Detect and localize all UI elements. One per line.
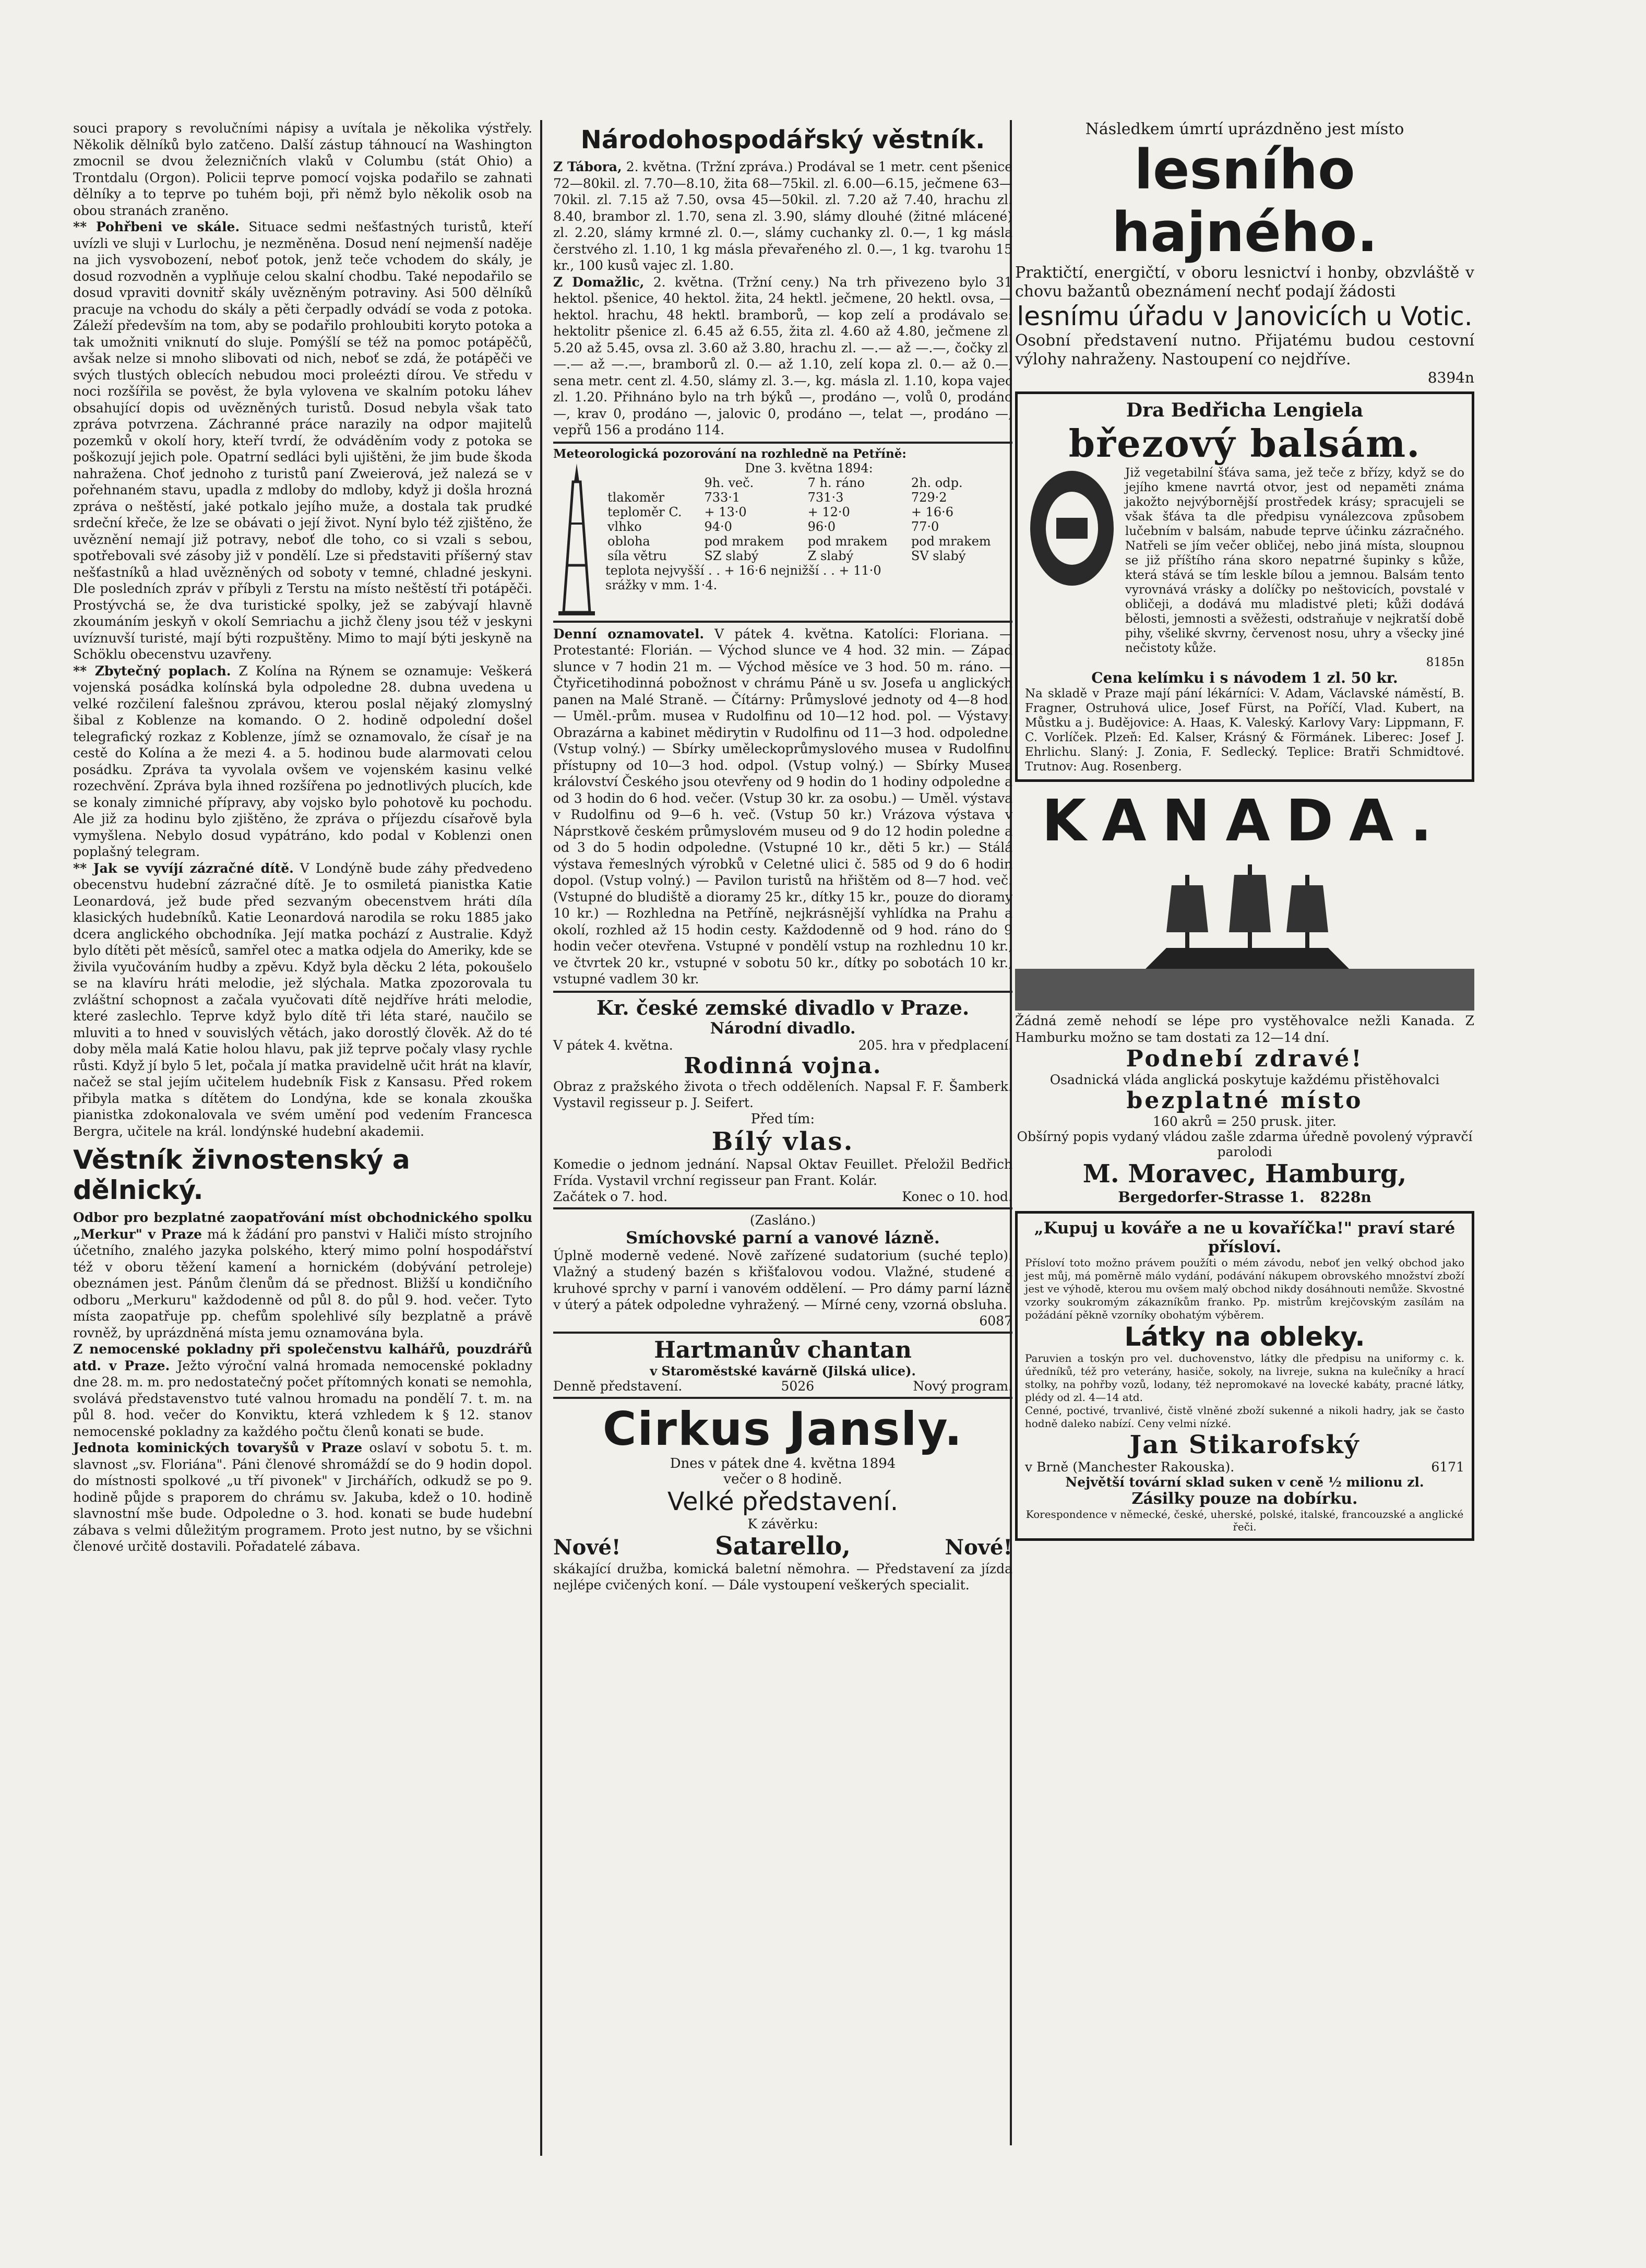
article-paragraph — [73, 1341, 532, 1440]
ad-canada-text: Žádná země nehodí se lépe pro vystěhovalce nežli Kanada. Z Hamburku možno se tam dostati za 12—14 dní. — [1015, 1013, 1474, 1045]
ad-canada-address — [1015, 1189, 1474, 1206]
divider — [553, 1397, 1012, 1399]
meteo-rain: srážky v mm. 1·4. — [605, 577, 718, 592]
section-title: Věstník živnostenský a dělnický. — [73, 1145, 410, 1205]
table-header-row — [605, 476, 1012, 490]
table-cell: 96·0 — [807, 519, 836, 534]
ad-forester-more: Osobní představení nutno. Přijatému budou cestovní výlohy nahraženy. Nastoupení co nejdříve. — [1015, 331, 1474, 369]
play-title: Bílý vlas. — [711, 1126, 854, 1156]
divider — [553, 1207, 1012, 1209]
ad-canada-free: bezplatné místo — [1126, 1087, 1363, 1114]
ad-balsam — [1015, 391, 1474, 782]
ad-cloth-city: v Brně (Manchester Rakouska). — [1025, 1459, 1235, 1475]
column-middle — [553, 120, 1012, 1594]
article-paragraph: souci prapory s revolučními nápisy a uvítala je několika výstřely. Několik dělníků bylo zatčeno. Další zástup táhnoucí na Washington zmocnil se dvou železničních vlaků v Columbu (stát Ohio) a Trontdalu (Orgon). Policii teprve pomocí vojska podařilo se zahnati dělníky a to teprve po tuhém boji, při němž bylo několik osob na obou stranách zraněno. — [73, 121, 532, 218]
ad-cloth — [1015, 1211, 1474, 1541]
circus-time: večer o 8 hodině. — [723, 1471, 842, 1487]
column-rule — [540, 120, 542, 2156]
chantan-number: 5026 — [781, 1378, 815, 1394]
table-cell: + 12·0 — [807, 504, 850, 519]
new-label: Nové! — [945, 1535, 1012, 1560]
ad-cloth-firm: Jan Stikarofský — [1129, 1430, 1360, 1459]
article-paragraph — [73, 860, 532, 1140]
article-paragraph — [73, 663, 532, 860]
chantan-program: Nový program. — [913, 1378, 1012, 1394]
ad-forester-title: lesního hajného. — [1112, 138, 1378, 264]
table-cell: obloha — [607, 533, 650, 549]
before-label: Před tím: — [750, 1111, 815, 1127]
play-description: Komedie o jednom jednání. Napsal Oktav Feuillet. Přeložil Bedřich Frída. Vystavil vrchní regisseur pan Frant. Kolár. — [553, 1156, 1012, 1188]
article-lead: ** Jak se vyvíjí zázračné dítě. — [73, 860, 294, 876]
meteo-date: Dne 3. května 1894: — [745, 460, 873, 476]
end-time: Konec o 10. hod. — [902, 1189, 1012, 1204]
table-row — [605, 519, 1012, 534]
ad-balsam-title: březový balsám. — [1068, 421, 1421, 466]
ad-cloth-quote: „Kupuj u kováře a ne u kovaříčka!" praví staré přísloví. — [1034, 1219, 1456, 1256]
table-cell: vlhko — [607, 519, 642, 534]
table-row — [605, 490, 1012, 505]
table-cell: 729·2 — [911, 490, 947, 505]
article-lead: Jednota kominických tovaryšů v Praze — [73, 1440, 363, 1455]
divider — [553, 621, 1012, 623]
ad-balsam-text: Již vegetabilní šťáva sama, jež teče z břízy, když se do jejího kmene navrtá otvor, jest od nepaměti známa jakožto nejvýbornější prostředek krásy; spracujeli se však šťáva ta dle předpisu vynálezcova způsobem lučebním v balsám, nabude teprve účinku zázračného. Natřeli se jím večer obličej, nebo jiná místa, sloupnou se již příštího rána skoro nepatrné šupinky s kůže, která stává se tím leskle bílou a jemnou. Balsám tento vyrovnává vrásky a dolíčky po neštovicích, povstalé v obličeji, a dodává mu mladistvé pleti; kůži dodává bělosti, jemnosti a svěžesti, odstraňuje v nejkratší době pihy, všeliké skvrny, červenost nosu, uhry a všecky jiné nečistoty kůže. — [1125, 466, 1464, 655]
ad-cloth-title: Látky na obleky. — [1124, 1322, 1365, 1352]
theatre-date: V pátek 4. května. — [553, 1037, 673, 1053]
ad-forester-number: 8394n — [1427, 369, 1474, 386]
table-cell: pod mrakem — [911, 533, 991, 549]
daily-announcer — [553, 626, 1012, 988]
article-lead: Denní oznamovatel. — [553, 626, 705, 642]
circus-title: Cirkus Jansly. — [602, 1402, 963, 1456]
table-cell: 733·1 — [704, 490, 741, 505]
ad-canada-gov: Osadnická vláda anglická poskytuje každému přistěhovalci — [1049, 1072, 1440, 1087]
ad-canada — [1015, 787, 1474, 1206]
article-body: Ježto výroční valná hromada nemocenské pokladny dne 28. m. m. pro nedostatečný počet přítomných konati se nemohla, svolává představenstvo tuté valnou hromadu na pondělí 7. t. m. na půl 8. hod. večer do Konviktu, která vzhledem k § 12. stanov nemocenské pokladny za každého počtu členů konati se bude. — [73, 1358, 533, 1439]
article-body: má k žádání pro panstvi v Haliči místo strojního účetního, znalého jazyka polského, který mimo polní hospodářství též v oboru těžení kamení a hornickém (dobývání petroleje) obeznámen jest. Pánům členům dá se přednost. Bližší u kondičního odboru „Merkuru" každodenně od půl 8. do půl 9. hod. večer. Tyto místa zaopatřuje pp. chefům spolehlivé síly bezplatně a právě rovněž, by uprázdněná místa jemu oznamována byla. — [73, 1226, 532, 1340]
petrin-tower-icon — [553, 461, 600, 618]
article-body: V Londýně bude záhy předvedeno obecenstvu hudební zázračné dítě. Je to osmiletá pianistka Katie Leonardová, jež bude před sezvaným obecenstvem hráti díla klasických hudebníků. Katie Leonardová narodila se roku 1885 jako dcera anglického obchodníka. Její matka pochází z Australie. Když bylo dítěti pět měsíců, samřel otec a matka odjela do Ameriky, kde se živila vyučováním hudby a zpěvu. Když byla děcku 2 léta, pokoušelo se na klavíru hráti melodie, jež slýchala. Matka zpozorovala tu zvláštní schopnost a začala vyučovati dítě nejdříve hráti melodie, které zaslechlo. Teprve když bylo dítě tři léta staré, naučilo se mluviti a to hned v souvislých větách, jako dorostlý člověk. Až do té doby měla malá Katie holou hlavu, pak již teprve počaly vlasy rychle růsti. Když jí bylo 5 let, počala jí matka pravidelně učit hrát na klavír, načež se stal jejím učitelem hudebník Fisk z Kansasu. Před rokem přibyla matka s dítětem do Londýna, kde se konala zkouška pianistka zdokonalovala ve svém umění pod vedením Francesca Bergra, učitele na král. londýnské hudební akademii. — [73, 860, 532, 1139]
article-lead: Z nemocenské pokladny při společenstvu kalhářů, pouzdrářů atd. v Praze. — [73, 1341, 532, 1373]
baths-number: 6087 — [979, 1313, 1012, 1328]
chantan-daily: Denně představení. — [553, 1378, 683, 1394]
play-description: Obraz z pražského života o třech odděleních. Napsal F. F. Šamberk. Vystavil regisseur p. J. Seifert. — [553, 1078, 1012, 1110]
ad-canada-number: 8228n — [1320, 1189, 1371, 1206]
ad-balsam-price: Cena kelímku i s návodem 1 zl. 50 kr. — [1091, 669, 1398, 686]
article-body: 2. května. (Tržní zpráva.) Prodával se 1 metr. cent pšenice 72—80kil. zl. 7.70—8.10, žita 68—75kil. zl. 6.00—6.15, ječmene 63—70kil. zl. 7.15 až 7.50, ovsa 45—50kil. zl. 7.20 až 7.40, hrachu zl. 8.40, brambor zl. 1.70, sena zl. 3.90, slámy dlouhé (žitné mlácené) zl. 2.20, slámy krmné zl. 0.—, slámy cuchanky zl. 0.—, 1 kg másla čerstvého zl. 1.10, 1 kg másla převařeného zl. 0.—, 1 kg. tvarohu 15 kr., 100 kusů vajec zl. 1.80. — [553, 159, 1013, 273]
meteo-temperature: teplota nejvyšší . . + 16·6 nejnižší . . + 11·0 — [605, 563, 881, 578]
table-cell: pod mrakem — [807, 533, 888, 549]
ad-cloth-note: Cenné, poctivé, trvanlivé, čistě vlněné zboží sukenné a nikoli hadry, jak se často hodně daleko nabízí. Ceny velmi nízké. — [1025, 1404, 1464, 1430]
article-lead: ** Zbytečný poplach. — [73, 663, 231, 679]
article-lead: Odbor pro bezplatné zaopatřování míst obchodnického spolku „Merkur" v Praze — [73, 1210, 532, 1242]
table-header: 2h. odp. — [911, 475, 963, 490]
meteo-title: Meteorologická pozorování na rozhledně na Petříně: — [553, 446, 907, 461]
ad-cloth-number: 6171 — [1431, 1459, 1464, 1475]
ad-cloth-cod: Zásilky pouze na dobírku. — [1131, 1490, 1358, 1508]
ad-canada-street: Bergedorfer-Strasse 1. — [1118, 1189, 1305, 1206]
table-header — [605, 476, 702, 490]
start-time: Začátek o 7. hod. — [553, 1189, 668, 1204]
article-body: Z Kolína na Rýnem se oznamuje: Veškerá vojenská posádka kolínská byla odpoledne 28. dubna uvedena u velké rozčilení falešnou zprávou, kterou poslal nějaký zlomyslný šibal z Koblenze na komando. O 2. hodině odpolední došel telegrafický rozkaz z Koblenze, jímž se oznamovalo, že císař je na cestě do Kolína a že mezi 4. a 5. hodinou bude alarmovati celou posádku. Zpráva ta vyvolala ovšem ve vojenském kasinu velké rozechvění. Zpráva byla ihned rozšířena po jednotlivých plucích, kde se konaly zimniché přípravy, aby vojsko bylo pohotově ku pochodu. Ale již za hodinu bylo zjištěno, že zpráva o příjezdu císařově byla vymyšlena. Nebylo dosud vypátráno, kdo podal v Koblenzi onen poplašný telegram. — [73, 663, 532, 859]
table-header: 7 h. ráno — [807, 475, 865, 490]
chantan-line — [553, 1379, 1012, 1394]
table-cell: tlakoměr — [607, 490, 665, 505]
theatre-number: 205. hra v předplacení. — [858, 1037, 1012, 1053]
ad-cloth-text: Přísloví toto možno právem použíti o mém závodu, neboť jen velký obchod jako jest můj, má poměrně málo vydání, podávání nákupem obrovského množství zboží jest ve výhodě, kterou mu ovšem malý obchod nikdy dosáhnouti nemůže. Skvostné vzorky soukromým zákazníkům franko. Pp. mistrům krejčovským zasílám na požádání pěkně vzorníky obohatým výběrem. — [1025, 1256, 1464, 1321]
circus-closing-label: K závěrku: — [747, 1516, 818, 1531]
ad-forester-office: lesnímu úřadu v Janovicích u Votic. — [1017, 301, 1473, 331]
table-cell: 94·0 — [704, 519, 732, 534]
ad-balsam-stock: Na skladě v Praze mají pání lékárníci: V. Adam, Václavské náměstí, B. Fragner, Ostruhová ulice, Josef Fürst, na Poříčí, Vlad. Kubert, na Můstku a j. Budějovice: A. Haas, K. Valeský. Karlovy Vary: Lippmann, F. C. Vorlíček. Plzeň: Ed. Kalser, Krásný & Förmánek. Liberec: Josef J. Ehrlichu. Slaný: J. Zonia, F. Sedlecký. Teplice: Bratři Schmidtové. Trutnov: Aug. Rosenberg. — [1025, 687, 1464, 774]
meteo-table — [605, 476, 1012, 563]
table-cell: teploměr C. — [607, 504, 682, 519]
article-paragraph — [73, 219, 532, 663]
circus-date: Dnes v pátek dne 4. května 1894 — [670, 1455, 896, 1471]
steamship-icon — [1015, 854, 1474, 1011]
article-body: oslaví v sobotu 5. t. m. slavnost „sv. Floriána". Páni členové shromáždí se do 9 hodin dopol. do místnosti spolkové „u tří pivonek" v Jirchářích, odkudž se po 9. hodině půjde s praporem do chrámu sv. Jakuba, kdež o 10. hodině slavnostní mše bude. Odpoledne o 3. hod. konati se bude hudební zábava s velmi důležitým programem. Proto jest nutno, by se všichni členové určitě dostavili. Pořadatelé zábava. — [73, 1440, 532, 1554]
satarello-title: Satarello, — [714, 1531, 851, 1561]
ad-canada-firm: M. Moravec, Hamburg, — [1082, 1159, 1407, 1189]
table-cell: + 16·6 — [911, 504, 953, 519]
ad-forester-text: Praktičtí, energičtí, v oboru lesnictví i honby, obzvláště v chovu bažantů obeznámení nechť podají žádosti — [1015, 264, 1474, 301]
ad-canada-acres: 160 akrů = 250 prusk. jiter. — [1153, 1114, 1337, 1129]
ad-balsam-number: 8185n — [1426, 656, 1464, 669]
new-label: Nové! — [553, 1535, 621, 1560]
theatre-info — [553, 1038, 1012, 1053]
article-lead: Z Tábora, — [553, 159, 622, 174]
ad-cloth-corr: Korespondence v německé, české, uherské, polské, italské, francouzské a anglické řeči. — [1025, 1508, 1464, 1533]
ad-forester-top: Následkem úmrtí uprázdněno jest místo — [1085, 120, 1404, 138]
play-title: Rodinná vojna. — [684, 1052, 882, 1078]
baths-title: Smíchovské parní a vanové lázně. — [626, 1227, 940, 1248]
table-cell: pod mrakem — [704, 533, 784, 549]
ad-cloth-warehouse: Největší tovární sklad suken v ceně ½ milionu zl. — [1065, 1475, 1424, 1490]
table-cell: + 13·0 — [704, 504, 747, 519]
article-body: Situace sedmi nešťastných turistů, kteří uvízli ve sluji v Lurlochu, je nezměněna. Dosud není nejmenší naděje na jich vysvobození, neboť potok, jenž teče vchodem do skály, je dosud rozvodněn a vyplňuje celou skalní chodbu. Také nepodařilo se dosud vpraviti dovnitř skály uvězněným potraviny. Asi 500 dělníků pracuje na vchodu do skály a pěti čerpadly odvádí se voda z potoka. Záleží především na tom, aby se podařilo prohloubiti koryto potoka a tak umožniti vniknutí do sluje. Pomýšlí se též na pomoc potápěčů, avšak nelze si mnoho slibovati od nich, neboť se zdá, že potápěči ve svých tlustých oblecích nebudou moci proleézti dírou. Ve středu v noci rozšířila se pověst, že byla vylovena ve skalním potoku láhev obsahující dopis od uvězněných turistů. Dosud nebyla však tato zpráva potvrzena. Záchranné práce narazily na odpor majitelů pozemků v okolí hory, kteří tvrdí, že odváděním vody z potoka se poškozují jejich pole. Opatrní sedláci byli ujištěni, že jim bude škoda nahražena. Choť jednoho z turistů paní Zweierová, jež nalezá se v pořehnaném stavu, upadla z mdloby do mdloby, když ji došla hrozná zpráva o neštěstí, jaké potkalo jejího muže, a dostala tak prudké srdeční křeče, že lze se obávati o její život. Nyní bylo též zjištěno, že uvěznění nemají již potravy, neboť dle toho, co si vzali s sebou, spotřebovali své zásoby již v pondělí. Lze si představiti příšerný stav nešťastníků a hlad uvězněných od soboty v temné, chladné jeskyni. Dle posledních zpráv v příbyli z Terstu na místo neštěstí tři potápěči. Prostývchá se, že dva turistické spolky, jež se zabývají hlavně zkoumáním jeskyň v okolí Semriachu a jichž členy jsou též v jeskyni uvíznuvší turisté, mají býti rozpuštěny. Mimo to mají býti jeskyně na Schöklu obecenstvu uzavřeny. — [73, 219, 532, 662]
section-title: Národohospodářský věstník. — [580, 125, 985, 155]
table-row — [605, 534, 1012, 549]
divider — [553, 1332, 1012, 1334]
play-times — [553, 1189, 1012, 1204]
theatre-title: Kr. české zemské divadlo v Praze. — [596, 995, 970, 1019]
ad-canada-title: KANADA. — [1042, 787, 1448, 854]
column-left — [73, 120, 532, 1555]
ad-canada-climate: Podnebí zdravé! — [1126, 1046, 1364, 1072]
zaslano-label: (Zasláno.) — [749, 1212, 816, 1228]
satarello-description: skákající družba, komická baletní němohra. — Představení za jízda nejlépe cvičených koní. — Dále vystoupení veškerých specialit. — [553, 1561, 1012, 1593]
table-cell: Z slabý — [807, 548, 854, 563]
article-body: 2. května. (Tržní ceny.) Na trh přivezeno bylo 31 hektol. pšenice, 40 hektol. žita, 24 hektl. ječmene, 20 hektl. ovsa, — hektol. hrachu, 48 hektl. bramborů, — kop zelí a prodávalo se: hektolitr pšenice zl. 6.45 až 6.55, žita zl. 4.60 až 4.80, ječmene zl. 5.20 až 5.45, ovsa zl. 3.60 až 3.80, hrachu zl. —.— až —.—, čočky zl. —.— až —.—, bramborů zl. 0.— až 1.10, zelí kopa zl. 0.— až 0.—, sena metr. cent zl. 4.50, slámy zl. 3.—, kg. másla zl. 1.10, kopa vajec zl. 1.20. Přihnáno bylo na trh býků —, prodáno —, volů 0, prodáno —, krav 0, prodáno —, jalovic 0, prodáno —, telat —, prodáno —, vepřů 156 a prodáno 114. — [553, 274, 1012, 437]
divider — [553, 442, 1012, 444]
theatre-subtitle: Národní divadlo. — [710, 1019, 856, 1038]
column-right — [1015, 120, 1474, 1546]
chantan-title: Hartmanův chantan — [654, 1336, 912, 1363]
divider — [553, 991, 1012, 993]
meteo-block — [553, 461, 1012, 618]
table-cell: SV slabý — [911, 548, 966, 563]
baths-text: Úplně moderně vedené. Nově zařízené sudatorium (suché teplo). Vlažný a studený bazén s křišťalovou vodou. Vlažné, studené a kruhové sprchy v parní i vanovém oddělení. — Pro dámy parní lázně v úterý a pátek odpoledne vyhražený. — Mírné ceny, vzorná obsluha. — [553, 1248, 1012, 1312]
article-lead: ** Pohřbeni ve skále. — [73, 219, 240, 234]
satarello-line — [553, 1531, 1012, 1561]
table-row — [605, 549, 1012, 563]
market-report — [553, 159, 1012, 274]
article-body: V pátek 4. května. Katolíci: Floriana. — Protestanté: Florián. — Východ slunce ve 4 hod. 32 min. — Západ slunce v 7 hodin 21 m. — Východ měsíce ve 3 hod. 50 m. ráno. — Čtyřicetihodinná pobožnost v chrámu Páně u sv. Josefa u anglických panen na Malé Straně. — Čítárny: Průmyslové jednoty od 4—8 hod. — Uměl.-prům. musea v Rudolfinu od 10—12 hod. pol. — Výstavy: Obrazárna a kabinet mědirytin v Rudolfinu od 11—3 hod. odpoledne. (Vstup volný.) — Sbírky uměleckoprůmyslového musea v Rudolfinu přístupny od 10—3 hod. odpol. (Vstup volný.) — Sbírky Musea království Českého jsou otevřeny od 9 hodin do 1 hodiny odpoledne a od 3 hodin do 6 hod. večer. (Vstup 30 kr. za osobu.) — Uměl. výstava v Rudolfinu od 9—6 h. več. (Vstup 50 kr.) Vrázova výstava v Náprstkově českém průmyslovém museu od 9 do 12 hodin poledne a od 3 do 5 hodin odpoledne. (Vstupné 10 kr., děti 5 kr.) — Stálá výstava řemeslných výrobků v Celetné ulici č. 585 od 9 do 6 hodin dopol. (Vstup volný.) — Pavilon turistů na hřištěm od 8—7 hod. več. (Vstupné do bludiště a dioramy 25 kr., dítky 15 kr., pouze do dioramy 10 kr.) — Rozhledna na Petříně, nejkrásnější vyhlídka na Prahu a okolí, rozhled až 15 hodin cesty. Každodenně od 9 hod. ráno do 9 hodin večer otevřena. Vstupné v pondělí vstup na rozhlednu 10 kr., ve čtvrtek 20 kr., vstupné v sobotu 50 kr., dítky po sobotách 10 kr., vstupné vadlem 30 kr. — [553, 626, 1012, 987]
table-cell: síla větru — [607, 548, 667, 563]
ad-canada-desc: Obšírný popis vydaný vládou zašle zdarma úředně povolený výpravčí parolodi — [1017, 1129, 1473, 1159]
article-paragraph — [73, 1440, 532, 1555]
ad-balsam-top: Dra Bedřicha Lengiela — [1126, 399, 1364, 421]
table-cell: 731·3 — [807, 490, 844, 505]
ad-cloth-list: Paruvien a toskýn pro vel. duchovenstvo, látky dle předpisu na uniformy c. k. úředníků, též pro veterány, hasiče, sokoly, na livreje, sukna na kulečníky a hrací stolky, na pohřby vozů, lodany, též nepromokavé na lovecké kabáty, pracné látky, plédy od zl. 4—14 atd. — [1025, 1352, 1464, 1404]
table-cell: SZ slabý — [704, 548, 759, 563]
ad-cloth-city-line — [1025, 1459, 1464, 1475]
balsam-jar-icon — [1025, 466, 1119, 591]
table-header: 9h. več. — [704, 475, 754, 490]
table-row — [605, 505, 1012, 519]
table-cell: 77·0 — [911, 519, 939, 534]
ad-balsam-body — [1025, 466, 1464, 656]
article-lead: Z Domažlic, — [553, 274, 645, 290]
circus-show: Velké představení. — [667, 1487, 899, 1516]
article-paragraph — [73, 1209, 532, 1341]
chantan-subtitle: v Staroměstské kavárně (Jilská ulice). — [650, 1363, 916, 1379]
market-report — [553, 274, 1012, 438]
